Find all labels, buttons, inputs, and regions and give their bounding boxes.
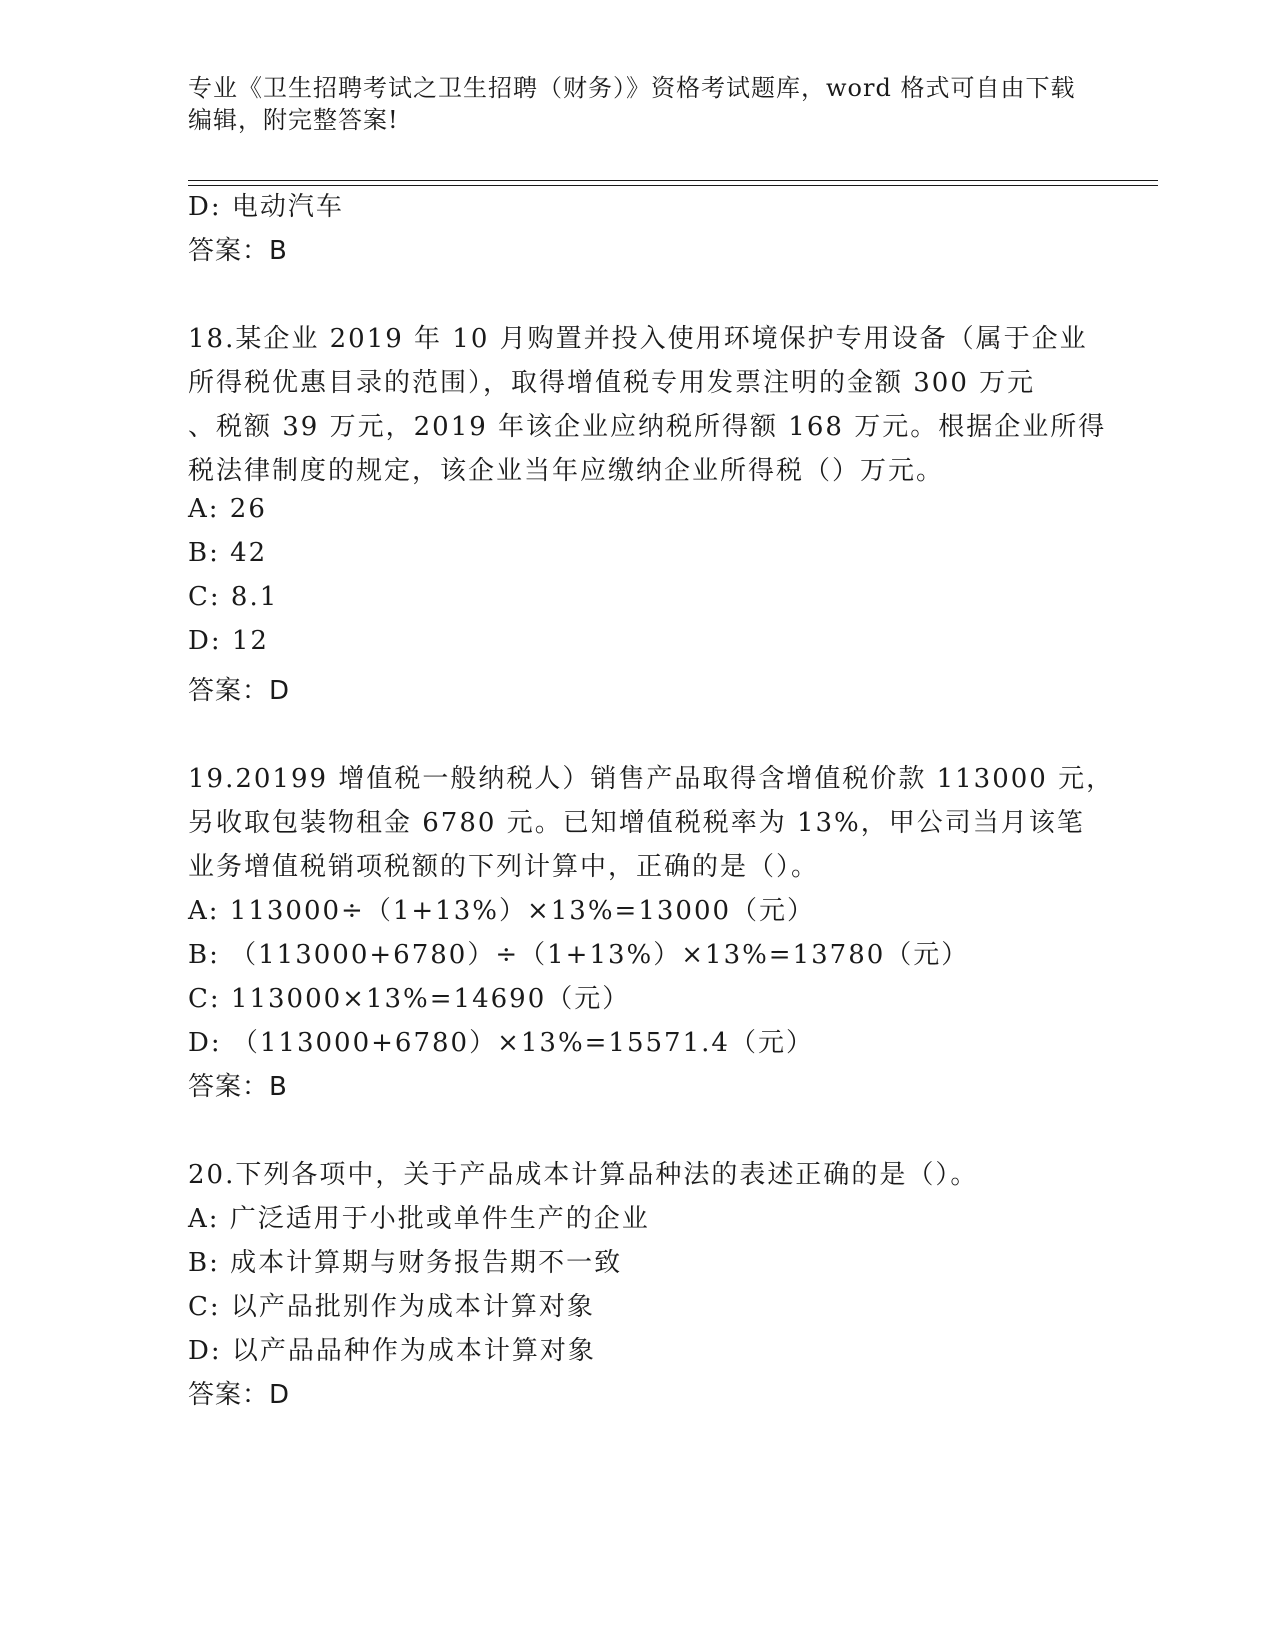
q18-option-c: C: 8.1 bbox=[188, 582, 279, 612]
q20-option-b: B: 成本计算期与财务报告期不一致 bbox=[188, 1248, 623, 1278]
q18-stem-line-4: 税法律制度的规定，该企业当年应缴纳企业所得税（）万元。 bbox=[188, 456, 945, 486]
q19-option-b: B: （113000+6780）÷（1+13%）×13%=13780（元） bbox=[188, 940, 970, 970]
q20-stem-line-1: 20.下列各项中，关于产品成本计算品种法的表述正确的是（）。 bbox=[188, 1160, 979, 1190]
document-header bbox=[188, 72, 1088, 136]
q20-answer: 答案：D bbox=[188, 1380, 291, 1410]
q19-option-c: C: 113000×13%=14690（元） bbox=[188, 984, 631, 1014]
q19-stem-line-3: 业务增值税销项税额的下列计算中，正确的是（）。 bbox=[188, 852, 820, 882]
q19-stem-line-1: 19.20199 增值税一般纳税人）销售产品取得含增值税价款 113000 元， bbox=[188, 764, 1115, 794]
q18-stem-line-3: 、税额 39 万元，2019 年该企业应纳税所得额 168 万元。根据企业所得 bbox=[188, 412, 1107, 442]
q19-answer: 答案：B bbox=[188, 1072, 288, 1102]
header-divider-top bbox=[188, 180, 1158, 181]
q18-answer: 答案：D bbox=[188, 676, 291, 706]
q19-option-d: D: （113000+6780）×13%=15571.4（元） bbox=[188, 1028, 814, 1058]
q20-option-d: D: 以产品品种作为成本计算对象 bbox=[188, 1336, 596, 1366]
q18-stem-line-1: 18.某企业 2019 年 10 月购置并投入使用环境保护专用设备（属于企业 bbox=[188, 324, 1088, 354]
header-line-2: 编辑，附完整答案! bbox=[188, 106, 399, 134]
q19-stem-line-2: 另收取包装物租金 6780 元。已知增值税税率为 13%，甲公司当月该笔 bbox=[188, 808, 1085, 838]
q18-option-d: D: 12 bbox=[188, 626, 269, 656]
q20-option-c: C: 以产品批别作为成本计算对象 bbox=[188, 1292, 595, 1322]
q18-option-b: B: 42 bbox=[188, 538, 268, 568]
q18-option-a: A: 26 bbox=[188, 494, 267, 524]
q20-option-a: A: 广泛适用于小批或单件生产的企业 bbox=[188, 1204, 650, 1234]
header-line-1: 专业《卫生招聘考试之卫生招聘（财务）》资格考试题库，word 格式可自由下载 bbox=[188, 74, 1076, 102]
prev-answer: 答案：B bbox=[188, 236, 288, 266]
q18-stem-line-2: 所得税优惠目录的范围），取得增值税专用发票注明的金额 300 万元 bbox=[188, 368, 1036, 398]
q19-option-a: A: 113000÷（1+13%）×13%=13000（元） bbox=[188, 896, 816, 926]
prev-option-d: D: 电动汽车 bbox=[188, 192, 344, 222]
